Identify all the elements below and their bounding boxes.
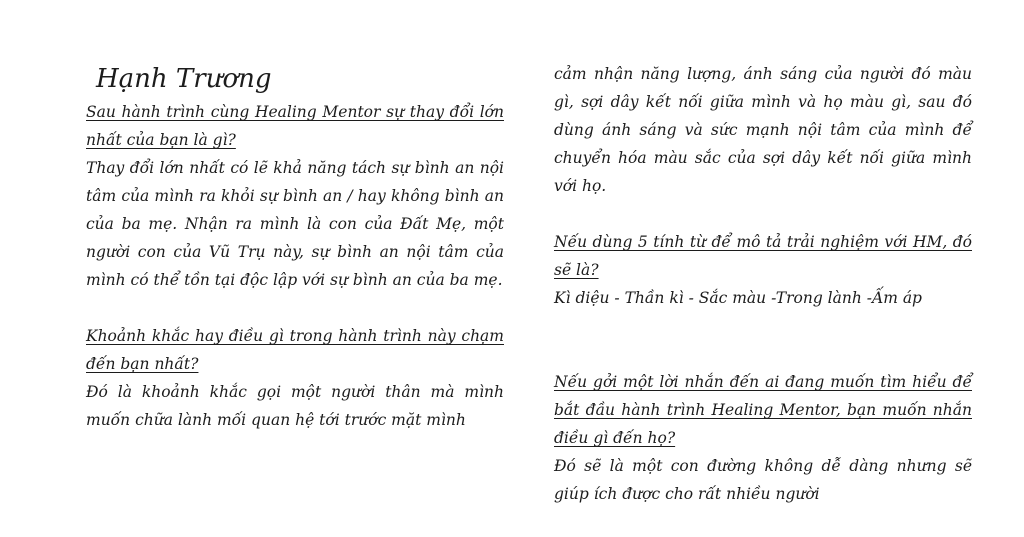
answer-4: Đó sẽ là một con đường không dễ dàng nhưng sẽ giúp ích được cho rất nhiều người	[554, 457, 972, 503]
question-4: Nếu gởi một lời nhắn đến ai đang muốn tìm hiểu để bắt đầu hành trình Healing Mentor, bạn muốn nhắn điều gì đến họ?	[554, 373, 972, 447]
paragraph-spacer	[86, 294, 504, 322]
answer-1: Thay đổi lớn nhất có lẽ khả năng tách sự bình an nội tâm của mình ra khỏi sự bình an / hay không bình an của ba mẹ. Nhận ra mình là con của Đất Mẹ, một người con của Vũ Trụ này, sự bình an nội tâm của mình có thể tồn tại độc lập với sự bình an của ba mẹ.	[86, 159, 504, 289]
paragraph-spacer	[554, 312, 972, 368]
left-column	[86, 62, 504, 434]
right-column	[554, 62, 972, 508]
paragraph-spacer	[554, 200, 972, 228]
question-2: Khoảnh khắc hay điều gì trong hành trình này chạm đến bạn nhất?	[86, 327, 504, 373]
question-3: Nếu dùng 5 tính từ để mô tả trải nghiệm với HM, đó sẽ là?	[554, 233, 972, 279]
answer-3: Kì diệu - Thần kì - Sắc màu -Trong lành -Ấm áp	[554, 289, 922, 307]
answer-2: Đó là khoảnh khắc gọi một người thân mà mình muốn chữa lành mối quan hệ tới trước mặt mình	[86, 383, 504, 429]
author-name: Hạnh Trương	[96, 64, 272, 94]
answer-2-continuation: cảm nhận năng lượng, ánh sáng của người đó màu gì, sợi dây kết nối giữa mình và họ màu gì, sau đó dùng ánh sáng và sức mạnh nội tâm của mình để chuyển hóa màu sắc của sợi dây kết nối giữa mình với họ.	[554, 65, 972, 195]
question-1: Sau hành trình cùng Healing Mentor sự thay đổi lớn nhất của bạn là gì?	[86, 103, 504, 149]
